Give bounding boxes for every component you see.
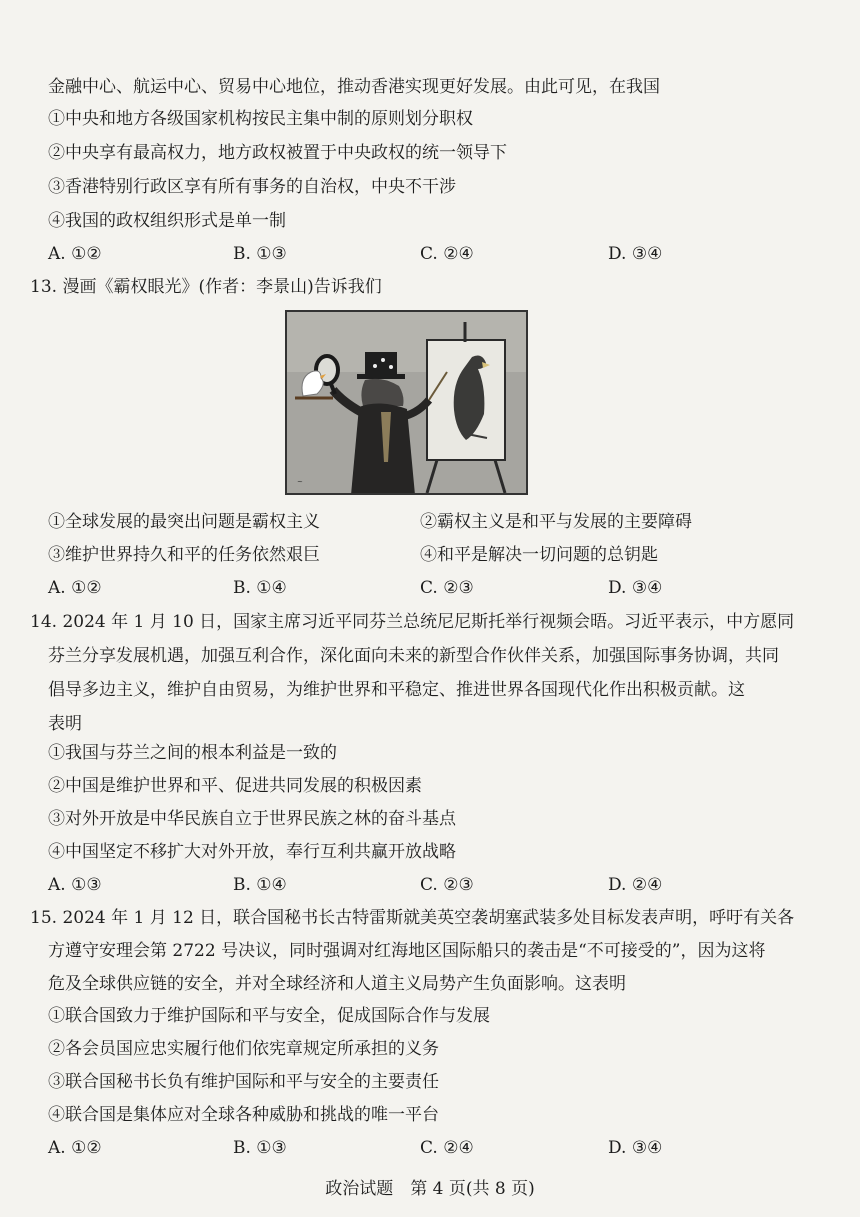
q13-statement-2: ②霸权主义是和平与发展的主要障碍 bbox=[420, 512, 692, 532]
page-footer: 政治试题 第 4 页(共 8 页) bbox=[325, 1179, 535, 1199]
q13-statement-3: ③维护世界持久和平的任务依然艰巨 bbox=[48, 545, 320, 565]
q12-stem-continuation: 金融中心、航运中心、贸易中心地位，推动香港实现更好发展。由此可见，在我国 bbox=[48, 77, 660, 97]
q15-option-b[interactable]: B. ①③ bbox=[233, 1138, 287, 1158]
q13-options bbox=[48, 577, 808, 599]
q14-statement-1: ①我国与芬兰之间的根本利益是一致的 bbox=[48, 743, 337, 763]
q14-stem-line-4: 表明 bbox=[48, 714, 82, 734]
q15-statement-2: ②各会员国应忠实履行他们依宪章规定所承担的义务 bbox=[48, 1039, 439, 1059]
q15-stem-line-2: 方遵守安理会第 2722 号决议，同时强调对红海地区国际船只的袭击是“不可接受的”，因为这将 bbox=[48, 941, 766, 961]
q12-statement-3: ③香港特别行政区享有所有事务的自治权，中央不干涉 bbox=[48, 177, 456, 197]
q15-statement-4: ④联合国是集体应对全球各种威胁和挑战的唯一平台 bbox=[48, 1105, 439, 1125]
q13-option-a[interactable]: A. ①② bbox=[48, 578, 102, 598]
q12-statement-4: ④我国的政权组织形式是单一制 bbox=[48, 211, 286, 231]
q13-statement-1: ①全球发展的最突出问题是霸权主义 bbox=[48, 512, 320, 532]
q13-option-c[interactable]: C. ②③ bbox=[420, 578, 474, 598]
q13-option-b[interactable]: B. ①④ bbox=[233, 578, 287, 598]
q13-option-d[interactable]: D. ③④ bbox=[608, 578, 663, 598]
q12-option-b[interactable]: B. ①③ bbox=[233, 244, 287, 264]
q14-option-b[interactable]: B. ①④ bbox=[233, 875, 287, 895]
hegemony-cartoon-image bbox=[285, 310, 528, 495]
q14-statement-4: ④中国坚定不移扩大对外开放，奉行互利共赢开放战略 bbox=[48, 842, 456, 862]
q14-option-d[interactable]: D. ②④ bbox=[608, 875, 663, 895]
q15-option-d[interactable]: D. ③④ bbox=[608, 1138, 663, 1158]
q15-option-a[interactable]: A. ①② bbox=[48, 1138, 102, 1158]
q14-stem-line-3: 倡导多边主义，维护自由贸易，为维护世界和平稳定、推进世界各国现代化作出积极贡献。这 bbox=[48, 680, 745, 700]
q15-options bbox=[48, 1137, 808, 1159]
q15-option-c[interactable]: C. ②④ bbox=[420, 1138, 474, 1158]
q14-option-c[interactable]: C. ②③ bbox=[420, 875, 474, 895]
q12-option-a[interactable]: A. ①② bbox=[48, 244, 102, 264]
svg-text:~: ~ bbox=[297, 478, 303, 486]
q15-statement-1: ①联合国致力于维护国际和平与安全，促成国际合作与发展 bbox=[48, 1006, 490, 1026]
q14-stem-line-2: 芬兰分享发展机遇，加强互利合作，深化面向未来的新型合作伙伴关系，加强国际事务协调，共同 bbox=[48, 646, 779, 666]
cartoon-illustration bbox=[287, 312, 526, 493]
q13-statements-row-1 bbox=[48, 511, 828, 533]
q13-stem: 13. 漫画《霸权眼光》(作者：李景山)告诉我们 bbox=[30, 277, 382, 297]
q14-stem-line-1: 14. 2024 年 1 月 10 日，国家主席习近平同芬兰总统尼尼斯托举行视频会晤。习近平表示，中方愿同 bbox=[30, 612, 795, 632]
q14-statement-3: ③对外开放是中华民族自立于世界民族之林的奋斗基点 bbox=[48, 809, 456, 829]
q12-statement-1: ①中央和地方各级国家机构按民主集中制的原则划分职权 bbox=[48, 109, 473, 129]
q14-option-a[interactable]: A. ①③ bbox=[48, 875, 102, 895]
q15-stem-line-3: 危及全球供应链的安全，并对全球经济和人道主义局势产生负面影响。这表明 bbox=[48, 974, 626, 994]
q14-options bbox=[48, 874, 808, 896]
q13-statement-4: ④和平是解决一切问题的总钥匙 bbox=[420, 545, 658, 565]
q12-option-c[interactable]: C. ②④ bbox=[420, 244, 474, 264]
q15-stem-line-1: 15. 2024 年 1 月 12 日，联合国秘书长古特雷斯就美英空袭胡塞武装多处目标发表声明，呼吁有关各 bbox=[30, 908, 795, 928]
q15-statement-3: ③联合国秘书长负有维护国际和平与安全的主要责任 bbox=[48, 1072, 439, 1092]
q12-statement-2: ②中央享有最高权力，地方政权被置于中央政权的统一领导下 bbox=[48, 143, 507, 163]
q12-options bbox=[48, 243, 808, 265]
q12-option-d[interactable]: D. ③④ bbox=[608, 244, 663, 264]
q13-statements-row-2 bbox=[48, 544, 828, 566]
q14-statement-2: ②中国是维护世界和平、促进共同发展的积极因素 bbox=[48, 776, 422, 796]
